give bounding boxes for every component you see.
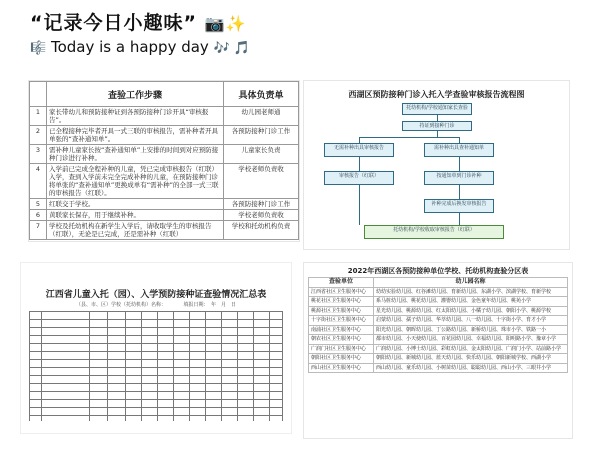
grid-row-line xyxy=(29,407,283,408)
grid-row-line xyxy=(29,383,283,384)
table-row xyxy=(309,363,568,373)
photo-flowchart[interactable] xyxy=(303,80,570,250)
photo-unit-table[interactable] xyxy=(303,262,573,439)
row-step: 学校及托幼机构在新学生入学后，请收取学生的审核报告（红联），无论是已完成，还是需补种（红联） xyxy=(47,221,224,240)
school-list: 星光幼儿园、桃源幼儿园、红太阳幼儿园、小橘子幼儿园、朝阳小学、桃源学校 xyxy=(374,306,568,316)
school-list: 阳光幼儿园、朝晖幼儿园、丁公路幼儿园、新桥幼儿园、珠市小学、铁路一小 xyxy=(374,325,568,335)
flow-node: 补种完成后换发审核报告 xyxy=(424,199,494,213)
school-list: 都市幼儿园、小天使幼儿园、百花园幼儿园、幸福幼儿园、阳明路小学、豫章小学 xyxy=(374,335,568,345)
flow-node: 无需补种出具审核报告 xyxy=(324,143,394,157)
school-list: 朝阳幼儿园、新城幼儿园、蓝天幼儿园、快乐幼儿园、朝阳新城学校、西湖小学 xyxy=(374,354,568,364)
row-resp: 各预防接种门诊工作 xyxy=(224,126,299,145)
school-list: 广润幼儿园、小博士幼儿园、彩虹幼儿园、金太阳幼儿园、广润门小学、站前路小学 xyxy=(374,344,568,354)
table-row xyxy=(309,316,568,326)
subtitle xyxy=(30,38,250,56)
music-notes-icon: 🎶 🎵 xyxy=(213,41,251,56)
row-number: 6 xyxy=(30,210,47,221)
unit-name: 南浦社区卫生服务中心 xyxy=(309,325,374,335)
row-resp: 幼儿园老师通 xyxy=(224,107,299,126)
grid-row-line xyxy=(29,375,283,376)
flow-connector xyxy=(359,137,360,143)
grid-row-line xyxy=(29,343,283,344)
school-list: 系马桩幼儿园、桃花幼儿园、灌婴幼儿园、金色童年幼儿园、桃苑小学 xyxy=(374,297,568,307)
subtitle-text: Today is a happy day xyxy=(50,38,209,56)
head-unit: 查验单位 xyxy=(309,278,374,288)
row-resp: 学校老师负责收 xyxy=(224,210,299,221)
table-row xyxy=(309,287,568,297)
table-row xyxy=(30,145,299,164)
unit-name: 广润门社区卫生服务中心 xyxy=(309,344,374,354)
form-subtitle: （县、市、区）学校（托幼机构）名称： 填报日期： 年 月 日 xyxy=(75,302,236,308)
grid-row-line xyxy=(29,367,283,368)
row-step: 黄联家长保存，用于继续补种。 xyxy=(47,210,224,221)
row-resp: 儿童家长负责 xyxy=(224,145,299,164)
page-title xyxy=(30,8,246,35)
grid-row-line xyxy=(29,327,283,328)
grid-row-line xyxy=(29,351,283,352)
table-row xyxy=(309,297,568,307)
steps-table xyxy=(29,81,299,240)
grid-row-line xyxy=(29,415,283,416)
unit-name: 西山社区卫生服务中心 xyxy=(309,363,374,373)
row-resp: 学校和托幼机构负责 xyxy=(224,221,299,240)
flow-connector xyxy=(459,137,460,143)
row-step: 入学前已完成全程补种的儿童，凭已完成审核报告（红联）入学，查到入学前未完全完成补种的儿童，在预防接种门诊将单张的“查补通知单”更换成单有“需补种”的全部一式三联的审核报告（红联）。 xyxy=(47,164,224,199)
flow-node: 托幼机构/学校收取审核报告（红联） xyxy=(364,225,504,239)
row-number: 5 xyxy=(30,199,47,210)
flowchart-title: 西湖区预防接种门诊入托入学查验审核报告流程图 xyxy=(348,90,525,99)
row-number: 3 xyxy=(30,145,47,164)
flow-connector xyxy=(459,157,460,171)
unit-name: 十字街社区卫生服务中心 xyxy=(309,316,374,326)
table-row xyxy=(30,107,299,126)
flow-node: 按通知单到门诊补种 xyxy=(424,171,494,185)
unit-table xyxy=(308,277,568,373)
head-school: 幼儿园名称 xyxy=(374,278,568,288)
grid-row-line xyxy=(29,311,283,312)
table-row xyxy=(309,344,568,354)
school-list: 启蒙幼儿园、孺子幼儿园、华萃幼儿园、八一幼儿园、十字街小学、育才小学 xyxy=(374,316,568,326)
unit-name: 朝农社区卫生服务中心 xyxy=(309,335,374,345)
row-number: 4 xyxy=(30,164,47,199)
table-row xyxy=(309,335,568,345)
table-row xyxy=(30,199,299,210)
unit-name: 桃源社区卫生服务中心 xyxy=(309,306,374,316)
title-text: “记录今日小趣味” xyxy=(30,12,197,34)
row-step: 红联交于学校。 xyxy=(47,199,224,210)
flow-node: 需补种出具查补通知单 xyxy=(424,143,494,157)
table-row xyxy=(30,164,299,199)
music-clef-icon: 🎼 xyxy=(30,41,47,56)
form-title: 江西省儿童入托（园）、入学预防接种证查验情况汇总表 xyxy=(45,290,267,300)
unit-name: 江西省社区卫生服务中心 xyxy=(309,287,374,297)
table-row xyxy=(309,325,568,335)
photo-summary-form[interactable] xyxy=(20,262,292,434)
row-number: 7 xyxy=(30,221,47,240)
table-row xyxy=(30,126,299,145)
table-row xyxy=(309,354,568,364)
grid-row-line xyxy=(29,335,283,336)
col-resp: 具体负责单 xyxy=(224,82,299,107)
row-resp: 学校老师负责收 xyxy=(224,164,299,199)
flow-node: 审核报告（红联） xyxy=(324,171,394,185)
grid-row-line xyxy=(29,359,283,360)
grid-row-line xyxy=(29,319,283,320)
flow-connector xyxy=(359,137,459,138)
flow-connector xyxy=(459,213,460,225)
col-steps: 查验工作步骤 xyxy=(47,82,224,107)
table-row xyxy=(30,221,299,240)
row-step: 家长带幼儿和预防接种证到各预防接种门诊开具“审核报告”。 xyxy=(47,107,224,126)
flow-connector xyxy=(359,157,360,171)
camera-sparkle-icon: 📷✨ xyxy=(204,14,247,33)
flow-connector xyxy=(459,185,460,199)
flow-node: 托幼机构/学校通知家长查验 xyxy=(402,103,472,115)
school-list: 幼幼实验幼儿园、红谷滩幼儿园、育新幼儿园、东湖小学、滨湖学校、育新学校 xyxy=(374,287,568,297)
unit-table-title: 2022年西湖区各预防接种单位学校、托幼机构查验分区表 xyxy=(347,267,529,275)
school-list: 西山幼儿园、童乐幼儿园、小树苗幼儿园、聪聪幼儿园、西山小学、三眼井小学 xyxy=(374,363,568,373)
grid-row-line xyxy=(29,391,283,392)
unit-name: 桃花社区卫生服务中心 xyxy=(309,297,374,307)
unit-name: 朝阳社区卫生服务中心 xyxy=(309,354,374,364)
flow-connector xyxy=(359,185,360,225)
row-step: 已全程接种完毕者开具一式三联的审核报告，需补种者开具单张的“查补通知单”。 xyxy=(47,126,224,145)
flow-connector xyxy=(437,115,438,121)
flow-node: 持证到接种门诊 xyxy=(402,121,472,131)
table-row xyxy=(309,306,568,316)
row-resp: 各预防接种门诊工作 xyxy=(224,199,299,210)
table-row xyxy=(30,210,299,221)
grid-row-line xyxy=(29,399,283,400)
photo-step-table[interactable] xyxy=(28,80,300,242)
row-number: 1 xyxy=(30,107,47,126)
row-step: 需补种儿童家长按“查补通知单”上安排的时间到对应预防接种门诊进行补种。 xyxy=(47,145,224,164)
form-grid xyxy=(29,311,283,421)
row-number: 2 xyxy=(30,126,47,145)
